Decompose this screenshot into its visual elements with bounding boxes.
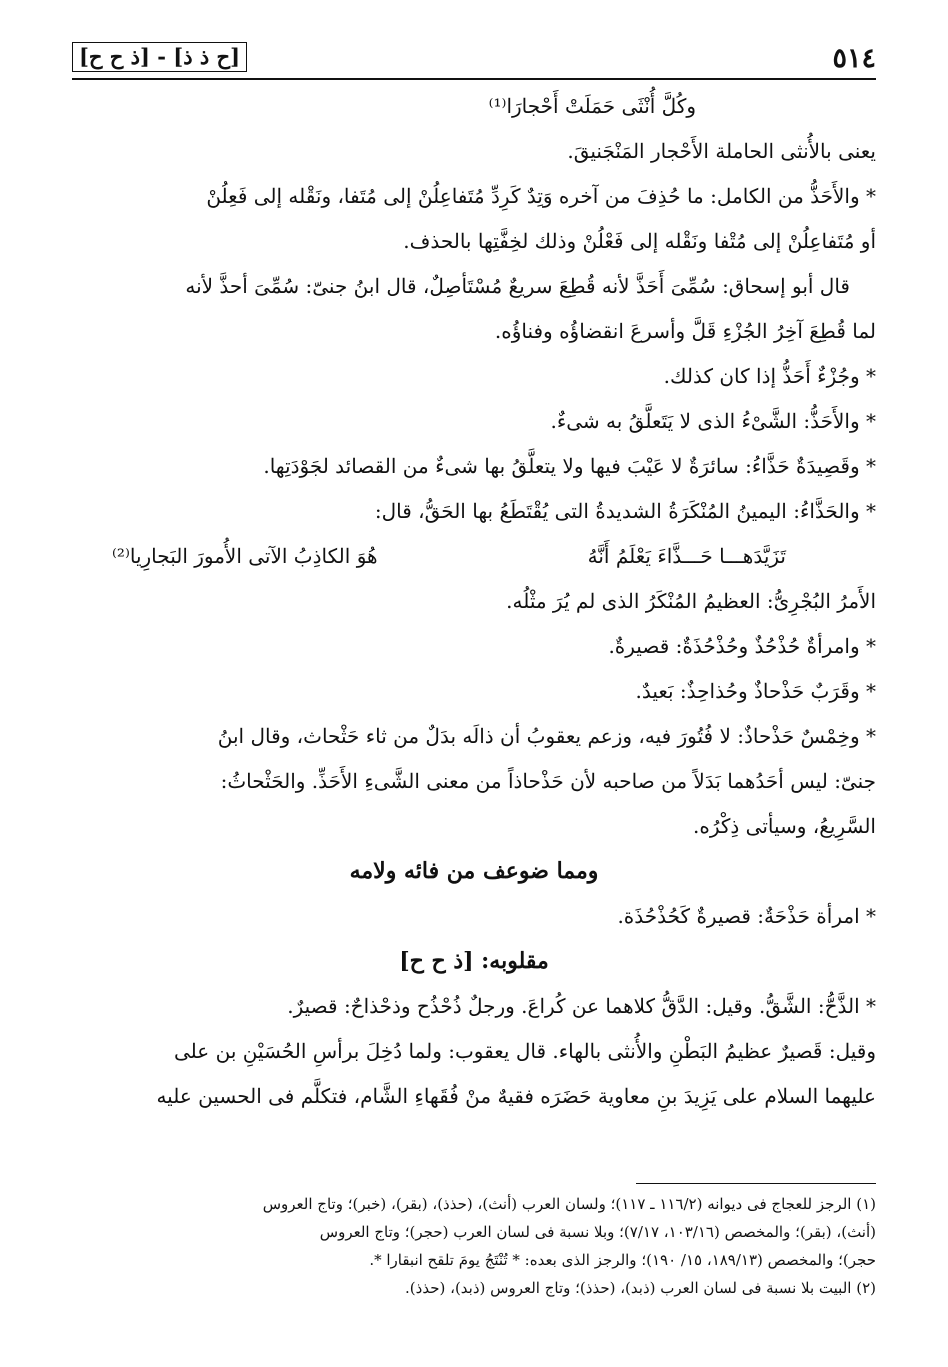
text-line: * وامرأةٌ حُذْحُذٌ وحُذْحُذَةٌ: قصيرةٌ. — [608, 634, 876, 658]
text-line: * وخِمْسٌ حَذْحاذٌ: لا فُتُورَ فيه، وزعم يعقوبُ أن ذالَه بدَلٌ من ثاء حَثْحاث، وقال ابنُ — [217, 724, 876, 748]
first-hemistich: تَزَيَّدَهـــا حَـــذَّاءَ يَعْلَمُ أَنَّهُ — [587, 544, 786, 568]
text-line: جنىّ: ليس أحَدُهما بَدَلاً من صاحبه لأن حَذْحاذاً من معنى الشَّىءِ الأَحَذِّ. والحَثْحاثُ: — [220, 769, 876, 793]
main-text — [72, 84, 876, 1119]
text-line: الأَمرُ البُجْرِىُّ: العظيمُ المُنْكَرُ الذى لم يُرَ مثْلُه. — [506, 589, 876, 613]
footnotes — [72, 1183, 876, 1302]
text-line: * الذَّحُّ: الشَّقُّ. وقيل: الدَّقُّ كلاهما عن كُراعَ. ورجلٌ ذُحْذُح وذحْذاحٌ: قصيرٌ. — [287, 994, 876, 1018]
footnote-line: (١) الرجز للعجاج فى ديوانه (١١٦/٢ ـ ١١٧)؛ ولسان العرب (أنث)، (حذذ)، (بقر)، (خبر)؛ وتاج العروس — [262, 1195, 876, 1213]
text-line: * امرأة حَذْحَةٌ: قصيرةٌ كَحُذْحُذَة. — [617, 904, 876, 928]
text-line: السَّرِيعُ، وسيأتى ذِكْرُه. — [693, 814, 876, 838]
page-number: ٥١٤ — [832, 43, 876, 74]
subsection-title: مقلوبه: [ذ ح ح] — [399, 948, 549, 974]
second-hemistich: هُوَ الكاذِبُ الآتى الأُمورَ البَجارِيا⁽²⁾ — [112, 544, 378, 568]
page-header — [72, 38, 876, 80]
footnote-line: (أنث)، (بقر)؛ والمخصص (١٠٣/١٦، ٧/١٧)؛ وبلا نسبة فى لسان العرب (حجر)؛ وتاج العروس — [319, 1223, 876, 1241]
section-title: ومما ضوعف من فائه ولامه — [349, 858, 599, 884]
footnote-line: حجر)؛ والمخصص (١٨٩/١٣، ١٥/ ١٩٠)؛ والرجز الذى بعده: * تُنْتَجُ يومَ تلقح انبقارا *. — [369, 1251, 876, 1269]
text-line: * والحَذَّاءُ: اليمينُ المُنْكَرَةُ الشديدةُ التى يُقْتَطَعُ بها الحَقُّ، قال: — [374, 499, 876, 523]
text-line: أو مُتَفاعِلُنْ إلى مُتْفا ونَقْله إلى فَعْلُنْ وذلك لخِفَّتِها بالحذف. — [403, 229, 876, 253]
text-line: * والأَحَذُّ من الكامل: ما حُذِفَ من آخره وَتِدٌ كَرِدِّ مُتَفاعِلُنْ إلى مُتَفا، ونَقْله إلى فَعِلُنْ — [206, 184, 876, 208]
text-line: لما قُطِعَ آخِرُ الجُزْءِ قَلَّ وأسرعَ انقضاؤُه وفناؤُه. — [494, 319, 876, 343]
text-line: * والأَحَذُّ: الشَّىْءُ الذى لا يَتَعلَّقُ به شىءٌ. — [550, 409, 876, 433]
root-heading-box: [ح ذ ذ] - [ذ ح ح] — [72, 42, 247, 72]
footnote-line: (٢) البيت بلا نسبة فى لسان العرب (ذبد)، (حذذ)؛ وتاج العروس (ذبد)، (حذذ). — [405, 1279, 876, 1297]
text-line: * وقَصِيدَةٌ حَذَّاءُ: سائرَةٌ لا عَيْبَ فيها ولا يتعلَّقُ بها شىءٌ من القصائد لجَوْدَتِها. — [263, 454, 876, 478]
poetry-couplet — [72, 534, 876, 579]
text-line: وقيل: قَصيرٌ عظيمُ البَطْنِ والأُنثى بالهاء. قال يعقوب: ولما دُخِلَ برأسِ الحُسَيْنِ بن على — [174, 1039, 876, 1063]
text-line: يعنى بالأُنثى الحاملة الأَحْجار المَنْجَنيقَ. — [567, 139, 876, 163]
footnote-divider — [636, 1183, 876, 1184]
text-line: * وقَرَبٌ حَذْحاذٌ وحُذاحِذٌ: بَعيدٌ. — [635, 679, 876, 703]
text-line: * وجُزْءٌ أَحَذُّ إذا كان كذلك. — [663, 364, 876, 388]
text-line: عليهما السلام على يَزِيدَ بنِ معاوية حَضَرَه فقيهٌ منْ فُقَهاءِ الشَّام، فتكلَّم فى الحسين عليه — [156, 1084, 876, 1108]
verse-line: وكُلَّ أُنْثَى حَمَلَتْ أَحْجارَا⁽¹⁾ — [488, 94, 696, 118]
text-line: قال أبو إسحاق: سُمِّىَ أَحَذَّ لأنه قُطِعَ سريعٌ مُسْتَأصِلٌ، قال ابنُ جنىّ: سُمِّىَ أحذَّ لأنه — [185, 274, 850, 298]
